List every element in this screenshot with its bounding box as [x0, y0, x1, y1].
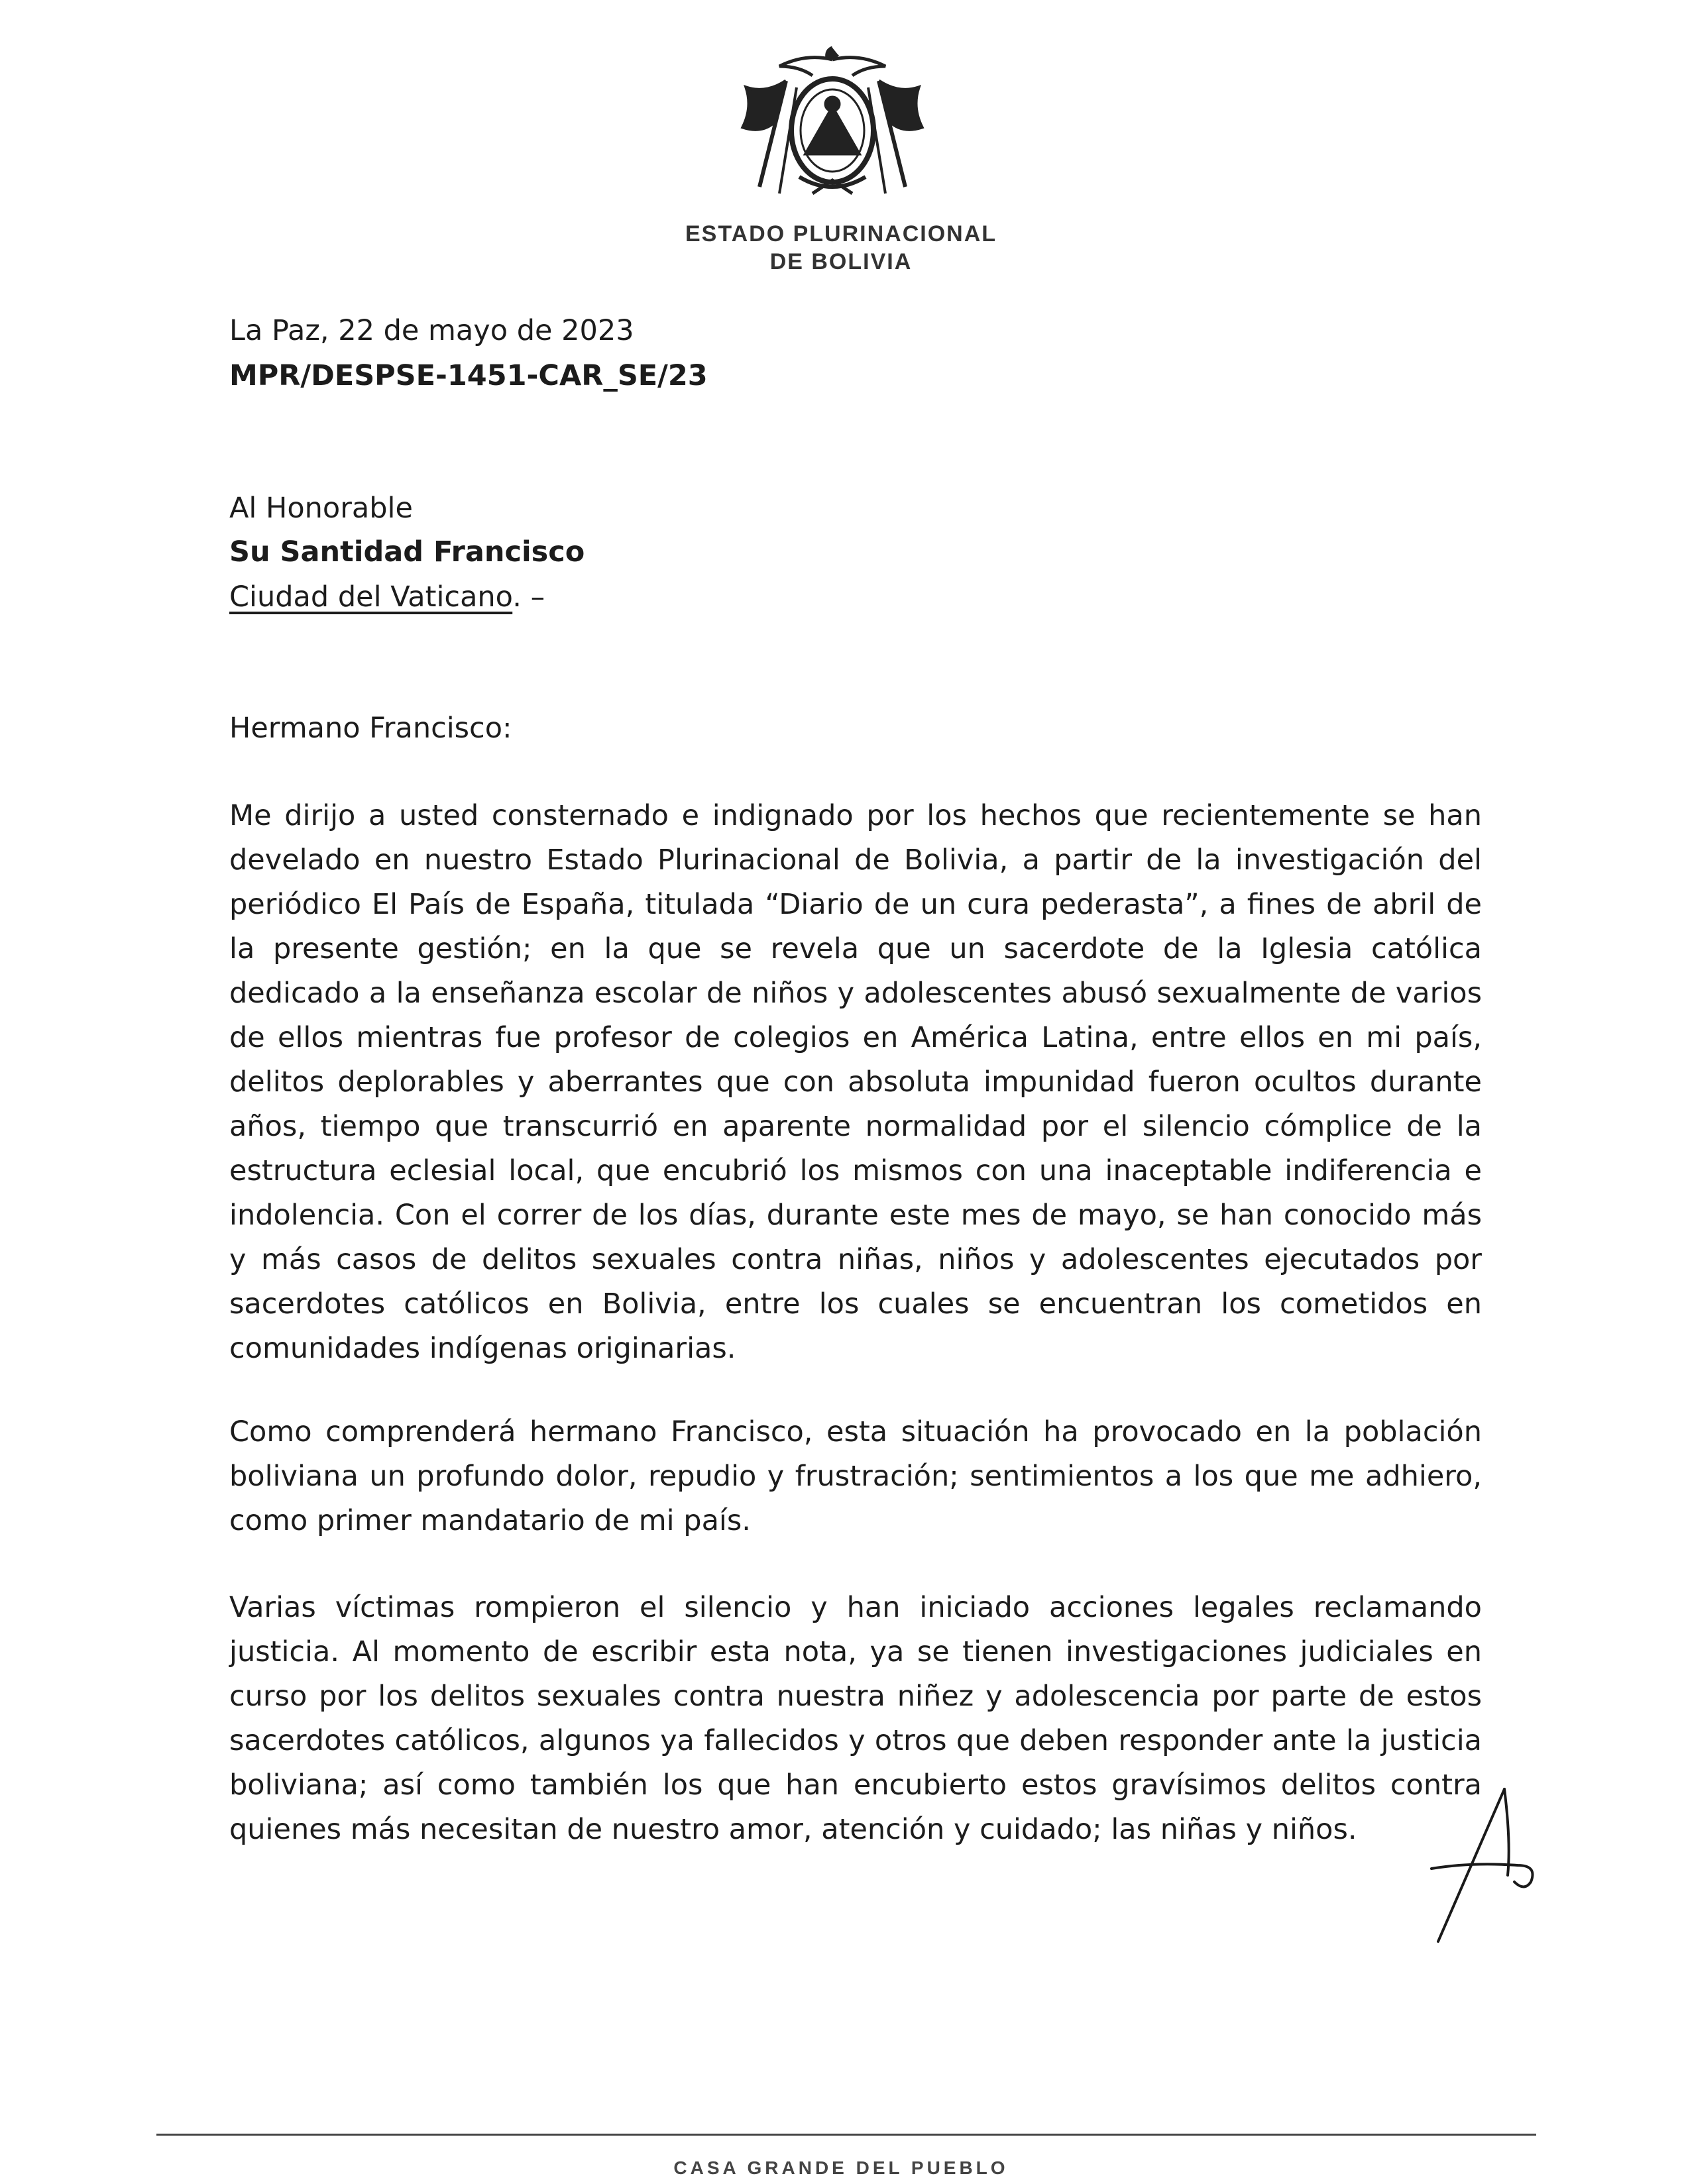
- footer-divider: [156, 2134, 1536, 2136]
- handwritten-initial-icon: [1425, 1782, 1557, 1948]
- recipient-city: Ciudad del Vaticano: [229, 580, 513, 614]
- place-date: La Paz, 22 de mayo de 2023: [229, 314, 634, 347]
- recipient-city-suffix: . –: [512, 580, 545, 614]
- body-paragraph-3: Varias víctimas rompieron el silencio y han iniciado acciones legales reclamando justicia. Al momento de escribir esta nota, ya se tienen investigaciones judiciales en curso por los delitos sexuales contra nuestra niñez y adolescencia por parte de estos sacerdotes católicos, algunos ya fallecidos y otros que deben responder ante la justicia boliviana; así como también los que han encubierto estos gravísimos delitos contra quienes más necesitan de nuestro amor, atención y cuidado; las niñas y niños.: [229, 1591, 1482, 1846]
- bolivia-coat-of-arms-icon: [733, 41, 932, 207]
- body-paragraph-2: Como comprenderá hermano Francisco, esta situación ha provocado en la población boliviana un profundo dolor, repudio y frustración; sentimientos a los que me adhiero, como primer mandatario de mi país.: [229, 1415, 1482, 1537]
- body-paragraph-1: Me dirijo a usted consternado e indignado por los hechos que recientemente se han develado en nuestro Estado Plurinacional de Bolivia, a partir de la investigación del periódico El País de España, titulada “Diario de un cura pederasta”, a fines de abril de la presente gestión; en la que se revela que un sacerdote de la Iglesia católica dedicado a la enseñanza escolar de niños y adolescentes abusó sexualmente de varios de ellos mientras fue profesor de colegios en América Latina, entre ellos en mi país, delitos deplorables y aberrantes que con absoluta impunidad fueron ocultos durante años, tiempo que transcurrió en aparente normalidad por el silencio cómplice de la estructura eclesial local, que encubrió los mismos con una inaceptable indiferencia e indolencia. Con el correr de los días, durante este mes de mayo, se han conocido más y más casos de delitos sexuales contra niñas, niños y adolescentes ejecutados por sacerdotes católicos en Bolivia, entre los cuales se encuentran los cometidos en comunidades indígenas originarias.: [229, 799, 1482, 1365]
- state-name-line1: ESTADO PLURINACIONAL: [685, 221, 997, 246]
- greeting: Hermano Francisco:: [229, 712, 512, 745]
- reference-number: MPR/DESPSE-1451-CAR_SE/23: [229, 359, 708, 392]
- recipient-city-line: [229, 575, 545, 620]
- footer-text: CASA GRANDE DEL PUEBLO: [673, 2157, 1009, 2178]
- recipient-name: Su Santidad Francisco: [229, 535, 585, 569]
- recipient-salutation: Al Honorable: [229, 492, 413, 525]
- state-name-line2: DE BOLIVIA: [769, 249, 913, 274]
